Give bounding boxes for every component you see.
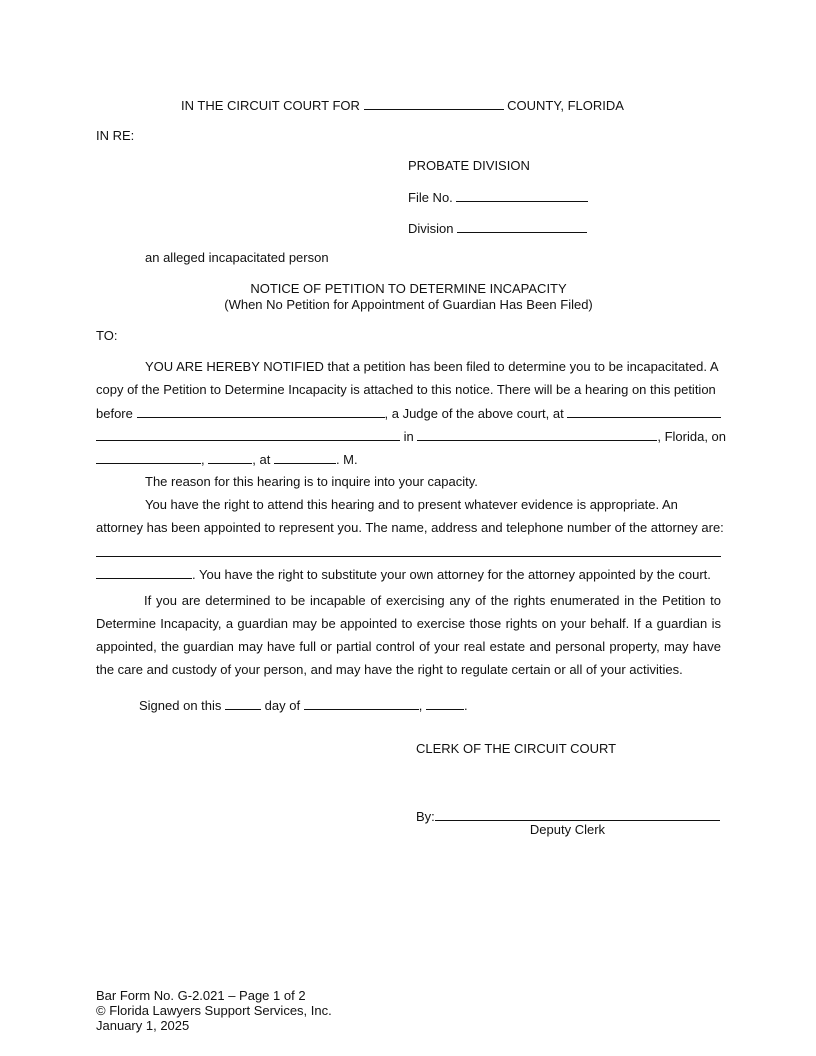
attorney-info-blank[interactable] <box>96 543 721 557</box>
form-number: Bar Form No. G-2.021 – Page 1 of 2 <box>96 988 306 1003</box>
in-label: in <box>403 429 414 444</box>
signed-year-blank[interactable] <box>426 697 464 710</box>
signed-on-label: Signed on this <box>139 698 222 713</box>
deputy-clerk-label: Deputy Clerk <box>529 822 606 837</box>
before-label: before <box>96 406 133 421</box>
county-blank[interactable] <box>364 97 504 110</box>
signed-comma: , <box>418 698 423 713</box>
day-of-label: day of <box>264 698 301 713</box>
file-no-label: File No. <box>408 190 453 205</box>
attorney-line-2: attorney has been appointed to represent you. The name, address and telephone number of the attorney are: <box>96 520 724 535</box>
date-comma: , <box>201 452 205 467</box>
division-line <box>408 220 587 236</box>
date-blank[interactable] <box>96 451 201 464</box>
probate-division-title: PROBATE DIVISION <box>408 158 530 173</box>
location-blank-1[interactable] <box>567 405 721 418</box>
time-blank[interactable] <box>274 451 336 464</box>
court-caption <box>181 97 624 113</box>
notice-title: NOTICE OF PETITION TO DETERMINE INCAPACITY <box>250 281 567 296</box>
division-blank[interactable] <box>457 220 587 233</box>
city-blank[interactable] <box>417 428 657 441</box>
court-prefix: IN THE CIRCUIT COURT FOR <box>181 98 360 113</box>
notice-subtitle: (When No Petition for Appointment of Guardian Has Been Filed) <box>224 297 593 312</box>
am-pm-label: . M. <box>335 452 358 467</box>
division-label: Division <box>408 221 454 236</box>
attorney-line-4 <box>96 566 711 582</box>
florida-on-label: , Florida, on <box>657 429 727 444</box>
party-description: an alleged incapacitated person <box>145 250 329 265</box>
by-label: By: <box>416 809 435 824</box>
to-label: TO: <box>96 328 118 343</box>
signed-day-blank[interactable] <box>225 697 261 710</box>
judge-line <box>96 405 721 421</box>
court-suffix: COUNTY, FLORIDA <box>507 98 624 113</box>
location-blank-2[interactable] <box>96 428 400 441</box>
at-label: , at <box>252 452 271 467</box>
signed-on-line <box>139 697 468 713</box>
attorney-line-1: You have the right to attend this hearing and to present whatever evidence is appropriate. An <box>145 497 678 512</box>
copyright-notice: © Florida Lawyers Support Services, Inc. <box>96 1003 332 1018</box>
file-no-line <box>408 189 588 205</box>
form-date: January 1, 2025 <box>96 1018 190 1033</box>
substitute-attorney-text: . You have the right to substitute your own attorney for the attorney appointed by the court. <box>192 567 711 582</box>
clerk-title: CLERK OF THE CIRCUIT COURT <box>416 741 617 756</box>
location-line <box>96 428 727 444</box>
judge-label: , a Judge of the above court, at <box>384 406 564 421</box>
signed-period: . <box>463 698 468 713</box>
clerk-signature-blank[interactable] <box>435 808 720 821</box>
year-blank[interactable] <box>208 451 252 464</box>
notice-line-2: copy of the Petition to Determine Incapacity is attached to this notice. There will be a hearing on this petition <box>96 382 716 397</box>
reason-paragraph: The reason for this hearing is to inquire into your capacity. <box>145 474 478 489</box>
guardian-paragraph: If you are determined to be incapable of exercising any of the rights enumerated in the Petition to Determine Incapacity, a guardian may be appointed to exercise those rights on your behalf. If a guardian is appointed, the guardian may have full or partial control of your real estate and personal property, may have the care and custody of your person, and may have the right to regulate certain or all of your activities. <box>96 593 721 677</box>
file-no-blank[interactable] <box>456 189 588 202</box>
date-time-line <box>96 451 358 467</box>
in-re-label: IN RE: <box>96 128 135 143</box>
footer <box>96 988 332 1033</box>
judge-name-blank[interactable] <box>137 405 385 418</box>
signed-month-blank[interactable] <box>304 697 419 710</box>
notice-line-1: YOU ARE HEREBY NOTIFIED that a petition has been filed to determine you to be incapacitated. A <box>145 359 719 374</box>
attorney-info-blank-2[interactable] <box>96 566 192 579</box>
